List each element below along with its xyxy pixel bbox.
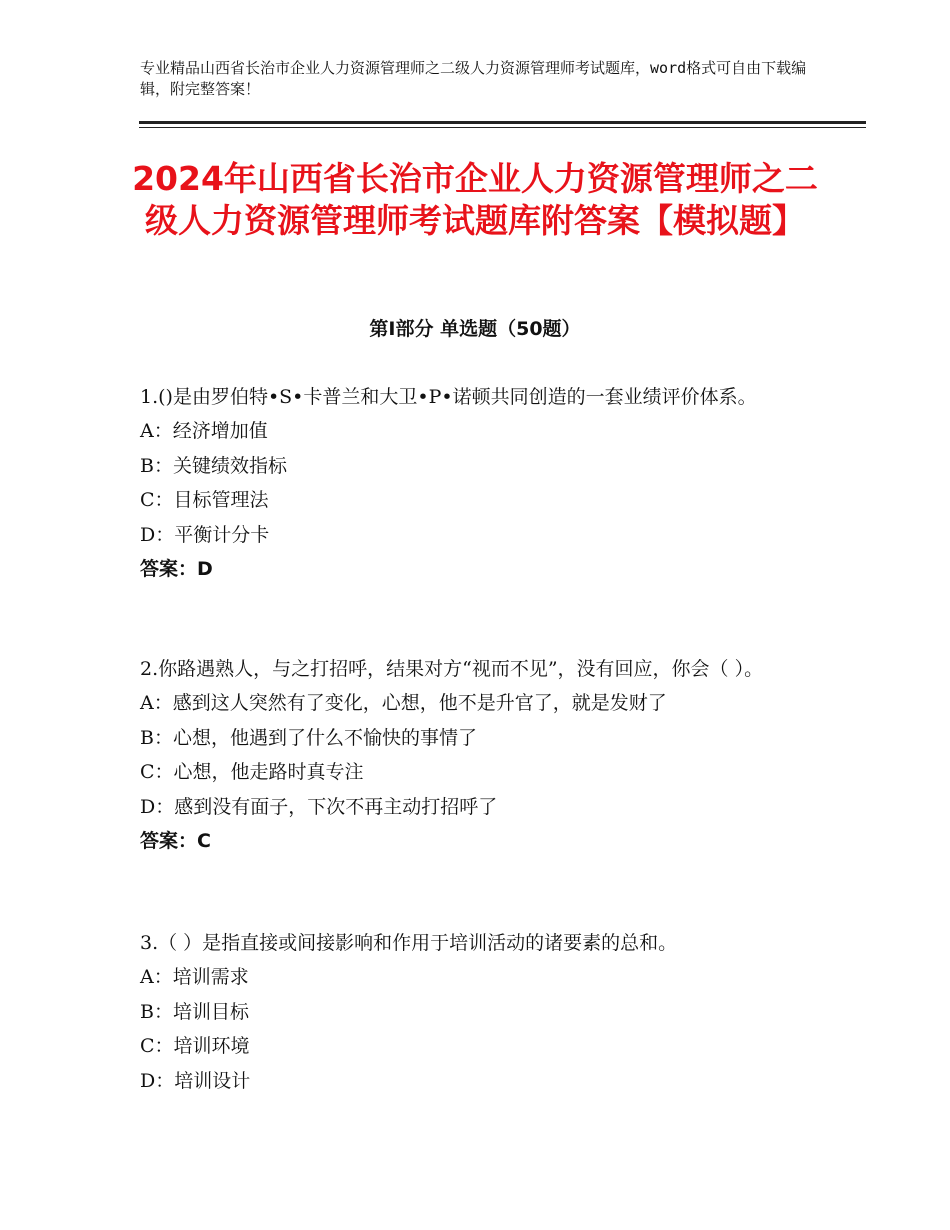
option-b: B：心想，他遇到了什么不愉快的事情了 [140,726,477,749]
question-stem: 3.（ ）是指直接或间接影响和作用于培训活动的诸要素的总和。 [140,932,678,954]
answer: 答案：C [140,830,211,852]
option-a: A：培训需求 [140,966,249,988]
option-d: D：培训设计 [140,1069,251,1092]
option-c: C：心想，他走路时真专注 [140,761,364,783]
header-note: 专业精品山西省长治市企业人力资源管理师之二级人力资源管理师考试题库，word格式可自由下载编辑，附完整答案！ [140,59,807,98]
question-3 [140,926,830,1098]
option-b: B：关键绩效指标 [140,454,287,477]
header-rule-thick [139,121,866,124]
question-1 [140,380,830,586]
option-a: A：感到这人突然有了变化，心想，他不是升官了，就是发财了 [140,692,667,714]
section-title: 第Ⅰ部分 单选题（50题） [369,318,581,340]
option-c: C：目标管理法 [140,489,269,511]
option-b: B：培训目标 [140,1000,249,1023]
option-c: C：培训环境 [140,1035,250,1057]
question-stem: 1.()是由罗伯特•S•卡普兰和大卫•P•诺顿共同创造的一套业绩评价体系。 [140,386,757,408]
option-a: A：经济增加值 [140,420,268,442]
option-d: D：感到没有面子，下次不再主动打招呼了 [140,795,498,818]
header-rule-thin [139,127,866,128]
question-2 [140,652,830,858]
question-stem: 2.你路遇熟人，与之打招呼，结果对方“视而不见”，没有回应，你会（ ）。 [140,658,764,680]
option-d: D：平衡计分卡 [140,523,270,546]
answer: 答案：D [140,558,213,580]
document-title: 2024年山西省长治市企业人力资源管理师之二级人力资源管理师考试题库附答案【模拟题】 [132,159,818,240]
